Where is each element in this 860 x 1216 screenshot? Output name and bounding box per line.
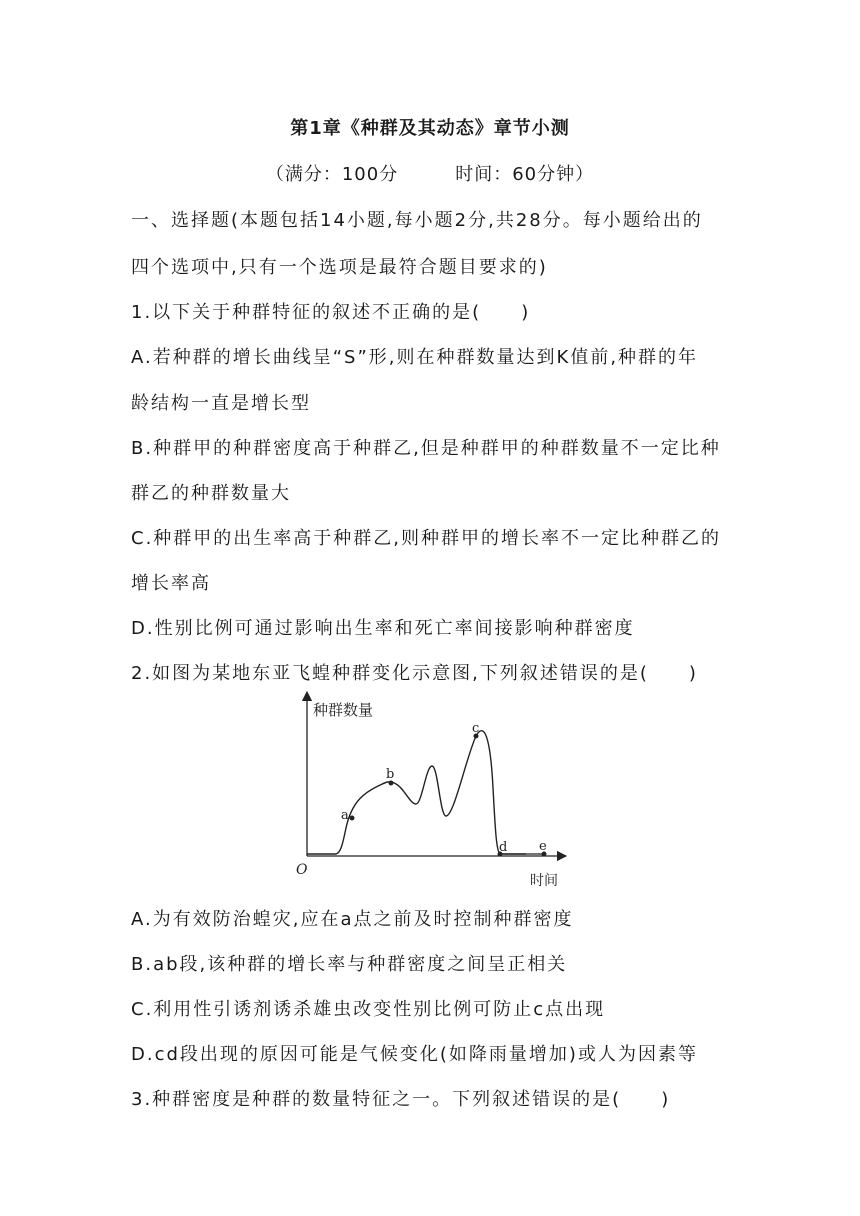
- q1-option-c-line1: C.种群甲的出生率高于种群乙,则种群甲的增长率不一定比种群乙的: [131, 528, 722, 549]
- y-axis-label: 种群数量: [313, 701, 374, 719]
- origin-label: O: [296, 862, 308, 878]
- document-subtitle: （满分：100分 时间：60分钟）: [265, 164, 595, 185]
- q2-option-b: B.ab段,该种群的增长率与种群密度之间呈正相关: [131, 954, 568, 975]
- point-b-label: b: [386, 767, 395, 782]
- q1-option-c-line2: 增长率高: [131, 573, 211, 594]
- q1-option-a-line2: 龄结构一直是增长型: [131, 393, 311, 414]
- q2-option-c: C.利用性引诱剂诱杀雄虫改变性别比例可防止c点出现: [131, 999, 606, 1020]
- point-c-label: c: [472, 721, 480, 736]
- population-curve: [307, 731, 526, 854]
- q2-option-d: D.cd段出现的原因可能是气候变化(如降雨量增加)或人为因素等: [131, 1044, 698, 1065]
- document-title: 第1章《种群及其动态》章节小测: [290, 118, 570, 139]
- q2-option-a: A.为有效防治蝗灾,应在a点之前及时控制种群密度: [131, 909, 574, 930]
- point-e-label: e: [539, 839, 547, 854]
- q1-option-a-line1: A.若种群的增长曲线呈“S”形,则在种群数量达到K值前,种群的年: [131, 347, 699, 368]
- section-heading-line2: 四个选项中,只有一个选项是最符合题目要求的): [131, 257, 548, 278]
- locust-population-figure: [286, 688, 576, 893]
- q1-option-b-line1: B.种群甲的种群密度高于种群乙,但是种群甲的种群数量不一定比种: [131, 438, 721, 459]
- q2-stem: 2.如图为某地东亚飞蝗种群变化示意图,下列叙述错误的是( ): [131, 663, 698, 684]
- point-a-marker: [350, 816, 355, 821]
- q3-stem: 3.种群密度是种群的数量特征之一。下列叙述错误的是( ): [131, 1089, 671, 1110]
- q1-option-d: D.性别比例可通过影响出生率和死亡率间接影响种群密度: [131, 618, 635, 639]
- point-a-label: a: [341, 808, 349, 823]
- q1-stem: 1.以下关于种群特征的叙述不正确的是( ): [131, 302, 531, 323]
- x-axis-label: 时间: [530, 873, 558, 889]
- q1-option-b-line2: 群乙的种群数量大: [131, 483, 291, 504]
- section-heading-line1: 一、选择题(本题包括14小题,每小题2分,共28分。每小题给出的: [131, 210, 703, 231]
- point-d-label: d: [499, 840, 508, 855]
